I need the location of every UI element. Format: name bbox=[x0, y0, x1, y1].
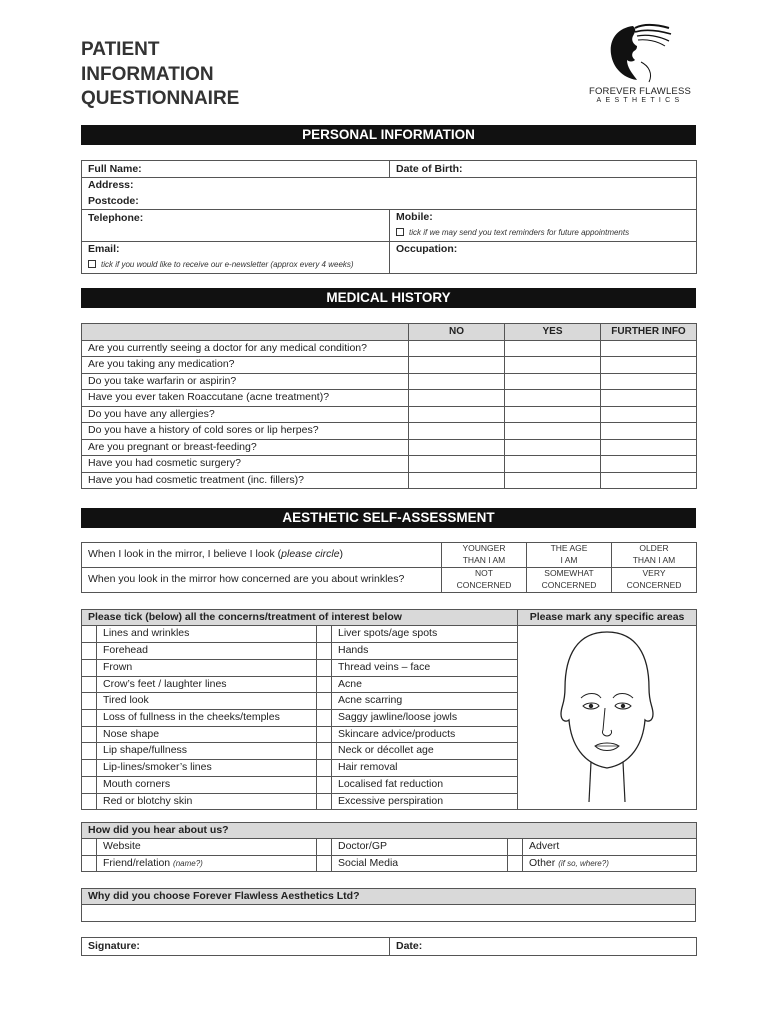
option-very-concerned[interactable] bbox=[612, 568, 697, 593]
medical-question: Are you taking any medication? bbox=[82, 357, 409, 374]
concern-label: Nose shape bbox=[97, 726, 317, 743]
telephone-label: Telephone: bbox=[88, 212, 144, 224]
why-choose-answer-field[interactable] bbox=[82, 905, 696, 921]
concerns-heading: Please tick (below) all the concerns/treatment of interest below bbox=[82, 610, 518, 626]
personal-info-heading: PERSONAL INFORMATION bbox=[81, 125, 696, 145]
title-line: INFORMATION bbox=[81, 63, 214, 85]
concern-label: Thread veins – face bbox=[332, 659, 518, 676]
medical-question: Do you take warfarin or aspirin? bbox=[82, 373, 409, 390]
table-row bbox=[82, 855, 697, 871]
answer-no-cell[interactable] bbox=[409, 472, 505, 489]
medical-history-heading: MEDICAL HISTORY bbox=[81, 288, 696, 308]
option-not-concerned[interactable] bbox=[442, 568, 527, 593]
answer-yes-cell[interactable] bbox=[505, 406, 601, 423]
answer-no-cell[interactable] bbox=[409, 390, 505, 407]
full-name-label: Full Name: bbox=[88, 163, 142, 175]
further-info-cell[interactable] bbox=[601, 439, 697, 456]
option-text: THAN I AM bbox=[632, 554, 676, 565]
email-label: Email: bbox=[88, 243, 120, 255]
option-note: (if so, where?) bbox=[558, 858, 609, 868]
further-info-cell[interactable] bbox=[601, 390, 697, 407]
answer-yes-cell[interactable] bbox=[505, 423, 601, 440]
concern-tick-box[interactable] bbox=[82, 643, 97, 660]
column-no: NO bbox=[409, 324, 505, 341]
further-info-cell[interactable] bbox=[601, 340, 697, 357]
signature-table bbox=[81, 937, 697, 956]
referral-option: Advert bbox=[523, 839, 697, 855]
medical-question: Are you currently seeing a doctor for any medical condition? bbox=[82, 340, 409, 357]
medical-history-table bbox=[81, 323, 697, 489]
medical-question: Have you had cosmetic treatment (inc. fillers)? bbox=[82, 472, 409, 489]
concern-label: Saggy jawline/loose jowls bbox=[332, 709, 518, 726]
medical-question: Have you had cosmetic surgery? bbox=[82, 456, 409, 473]
telephone-field[interactable] bbox=[82, 210, 390, 242]
concern-label: Excessive perspiration bbox=[332, 793, 518, 810]
concern-label: Lip-lines/smoker’s lines bbox=[97, 760, 317, 777]
concern-tick-box[interactable] bbox=[317, 659, 332, 676]
table-row bbox=[82, 472, 697, 489]
option-text: Other bbox=[529, 856, 556, 869]
address-field[interactable] bbox=[82, 178, 697, 210]
mobile-field[interactable] bbox=[390, 210, 697, 242]
option-text: THE AGE bbox=[550, 543, 588, 553]
answer-no-cell[interactable] bbox=[409, 456, 505, 473]
logo-subtext: AESTHETICS bbox=[596, 97, 684, 104]
further-info-cell[interactable] bbox=[601, 456, 697, 473]
concern-label: Red or blotchy skin bbox=[97, 793, 317, 810]
option-text: THAN I AM bbox=[462, 554, 506, 565]
answer-no-cell[interactable] bbox=[409, 357, 505, 374]
concern-label: Lip shape/fullness bbox=[97, 743, 317, 760]
dob-label: Date of Birth: bbox=[396, 163, 463, 175]
concern-tick-box[interactable] bbox=[317, 726, 332, 743]
concern-tick-box[interactable] bbox=[317, 776, 332, 793]
concern-tick-box[interactable] bbox=[82, 793, 97, 810]
answer-yes-cell[interactable] bbox=[505, 456, 601, 473]
question-text: When I look in the mirror, I believe I look ( bbox=[88, 548, 282, 560]
further-info-cell[interactable] bbox=[601, 373, 697, 390]
concerns-table bbox=[81, 609, 697, 810]
concern-tick-box[interactable] bbox=[82, 726, 97, 743]
referral-tick-box[interactable] bbox=[508, 855, 523, 871]
sms-reminder-note: tick if we may send you text reminders for future appointments bbox=[409, 228, 630, 237]
concern-tick-box[interactable] bbox=[317, 743, 332, 760]
answer-no-cell[interactable] bbox=[409, 439, 505, 456]
signature-field[interactable] bbox=[82, 938, 390, 956]
concern-tick-box[interactable] bbox=[317, 643, 332, 660]
occupation-field[interactable] bbox=[390, 242, 697, 274]
option-text: I AM bbox=[560, 554, 578, 565]
table-row bbox=[82, 423, 697, 440]
table-row bbox=[82, 357, 697, 374]
referral-heading: How did you hear about us? bbox=[82, 823, 697, 839]
option-text: YOUNGER bbox=[462, 543, 506, 553]
concern-tick-box[interactable] bbox=[317, 626, 332, 643]
further-info-cell[interactable] bbox=[601, 406, 697, 423]
concern-label: Hands bbox=[332, 643, 518, 660]
option-text: NOT bbox=[475, 568, 493, 578]
medical-question: Do you have any allergies? bbox=[82, 406, 409, 423]
concern-tick-box[interactable] bbox=[317, 760, 332, 777]
answer-yes-cell[interactable] bbox=[505, 357, 601, 374]
email-field[interactable] bbox=[82, 242, 390, 274]
referral-tick-box[interactable] bbox=[508, 839, 523, 855]
referral-tick-box[interactable] bbox=[317, 855, 332, 871]
answer-no-cell[interactable] bbox=[409, 373, 505, 390]
address-label: Address: bbox=[88, 179, 134, 191]
why-choose-table bbox=[81, 888, 696, 922]
option-the-age[interactable] bbox=[527, 543, 612, 568]
why-choose-heading: Why did you choose Forever Flawless Aesthetics Ltd? bbox=[82, 889, 696, 905]
medical-header-blank bbox=[82, 324, 409, 341]
table-row bbox=[82, 626, 697, 643]
question-emphasis: please circle bbox=[281, 548, 340, 560]
concern-tick-box[interactable] bbox=[317, 693, 332, 710]
referral-option bbox=[97, 855, 317, 871]
areas-heading: Please mark any specific areas bbox=[518, 610, 697, 626]
answer-yes-cell[interactable] bbox=[505, 390, 601, 407]
aesthetic-assessment-heading: AESTHETIC SELF-ASSESSMENT bbox=[81, 508, 696, 528]
concern-tick-box[interactable] bbox=[317, 793, 332, 810]
signature-label: Signature: bbox=[88, 940, 140, 952]
concern-tick-box[interactable] bbox=[82, 659, 97, 676]
answer-yes-cell[interactable] bbox=[505, 472, 601, 489]
option-text: CONCERNED bbox=[456, 579, 512, 590]
face-silhouette-icon bbox=[603, 22, 675, 84]
option-text: OLDER bbox=[639, 543, 669, 553]
answer-yes-cell[interactable] bbox=[505, 373, 601, 390]
medical-question: Have you ever taken Roaccutane (acne treatment)? bbox=[82, 390, 409, 407]
option-somewhat-concerned[interactable] bbox=[527, 568, 612, 593]
mirror-age-question bbox=[82, 543, 442, 568]
option-note: (name?) bbox=[173, 858, 203, 868]
dob-field[interactable] bbox=[390, 161, 697, 178]
concern-label: Liver spots/age spots bbox=[332, 626, 518, 643]
answer-no-cell[interactable] bbox=[409, 340, 505, 357]
postcode-label: Postcode: bbox=[88, 194, 139, 207]
title-line: PATIENT bbox=[81, 39, 160, 60]
mobile-label: Mobile: bbox=[396, 211, 433, 223]
option-text: CONCERNED bbox=[626, 579, 682, 590]
answer-no-cell[interactable] bbox=[409, 406, 505, 423]
concern-tick-box[interactable] bbox=[82, 709, 97, 726]
page-title bbox=[81, 38, 239, 112]
concern-label: Neck or décollet age bbox=[332, 743, 518, 760]
table-row bbox=[82, 839, 697, 855]
table-row bbox=[82, 456, 697, 473]
further-info-cell[interactable] bbox=[601, 357, 697, 374]
option-text: SOMEWHAT bbox=[544, 568, 594, 578]
concern-tick-box[interactable] bbox=[82, 760, 97, 777]
concern-label: Loss of fullness in the cheeks/temples bbox=[97, 709, 317, 726]
answer-yes-cell[interactable] bbox=[505, 439, 601, 456]
option-text: CONCERNED bbox=[541, 579, 597, 590]
personal-info-table bbox=[81, 160, 697, 274]
concern-tick-box[interactable] bbox=[82, 743, 97, 760]
concern-label: Mouth corners bbox=[97, 776, 317, 793]
newsletter-checkbox[interactable] bbox=[88, 260, 96, 268]
concern-label: Hair removal bbox=[332, 760, 518, 777]
table-row bbox=[82, 406, 697, 423]
concern-label: Lines and wrinkles bbox=[97, 626, 317, 643]
referral-option bbox=[523, 855, 697, 871]
answer-no-cell[interactable] bbox=[409, 423, 505, 440]
referral-tick-box[interactable] bbox=[82, 839, 97, 855]
question-text: ) bbox=[339, 548, 344, 560]
newsletter-note: tick if you would like to receive our e-newsletter (approx every 4 weeks) bbox=[101, 260, 354, 269]
wrinkle-concern-question: When you look in the mirror how concerned are you about wrinkles? bbox=[82, 568, 442, 593]
concern-label: Forehead bbox=[97, 643, 317, 660]
concern-label: Skincare advice/products bbox=[332, 726, 518, 743]
occupation-label: Occupation: bbox=[396, 243, 458, 255]
concern-tick-box[interactable] bbox=[82, 626, 97, 643]
concern-tick-box[interactable] bbox=[317, 676, 332, 693]
further-info-cell[interactable] bbox=[601, 472, 697, 489]
title-line: QUESTIONNAIRE bbox=[81, 88, 240, 109]
full-name-field[interactable] bbox=[82, 161, 390, 178]
referral-tick-box[interactable] bbox=[317, 839, 332, 855]
table-row bbox=[82, 340, 697, 357]
self-assessment-table bbox=[81, 542, 697, 593]
concern-tick-box[interactable] bbox=[82, 693, 97, 710]
table-row bbox=[82, 373, 697, 390]
option-older[interactable] bbox=[612, 543, 697, 568]
logo-text: FOREVER FLAWLESS bbox=[588, 86, 692, 97]
answer-yes-cell[interactable] bbox=[505, 340, 601, 357]
face-outline-icon bbox=[547, 626, 667, 804]
column-further-info: FURTHER INFO bbox=[601, 324, 697, 341]
sms-reminder-checkbox[interactable] bbox=[396, 228, 404, 236]
further-info-cell[interactable] bbox=[601, 423, 697, 440]
concern-label: Localised fat reduction bbox=[332, 776, 518, 793]
concern-label: Crow’s feet / laughter lines bbox=[97, 676, 317, 693]
concern-tick-box[interactable] bbox=[82, 776, 97, 793]
referral-tick-box[interactable] bbox=[82, 855, 97, 871]
referral-source-table bbox=[81, 822, 697, 872]
column-yes: YES bbox=[505, 324, 601, 341]
option-text: Friend/relation bbox=[103, 856, 171, 869]
referral-option: Website bbox=[97, 839, 317, 855]
date-field[interactable] bbox=[390, 938, 697, 956]
referral-option: Social Media bbox=[332, 855, 508, 871]
concern-tick-box[interactable] bbox=[317, 709, 332, 726]
table-row bbox=[82, 390, 697, 407]
company-logo bbox=[585, 22, 695, 106]
medical-question: Do you have a history of cold sores or lip herpes? bbox=[82, 423, 409, 440]
option-text: VERY bbox=[642, 568, 666, 578]
concern-tick-box[interactable] bbox=[82, 676, 97, 693]
option-younger[interactable] bbox=[442, 543, 527, 568]
concern-label: Tired look bbox=[97, 693, 317, 710]
face-diagram[interactable] bbox=[518, 626, 697, 810]
concern-label: Frown bbox=[97, 659, 317, 676]
medical-question: Are you pregnant or breast-feeding? bbox=[82, 439, 409, 456]
concern-label: Acne scarring bbox=[332, 693, 518, 710]
concern-label: Acne bbox=[332, 676, 518, 693]
referral-option: Doctor/GP bbox=[332, 839, 508, 855]
date-label: Date: bbox=[396, 940, 423, 952]
table-row bbox=[82, 439, 697, 456]
